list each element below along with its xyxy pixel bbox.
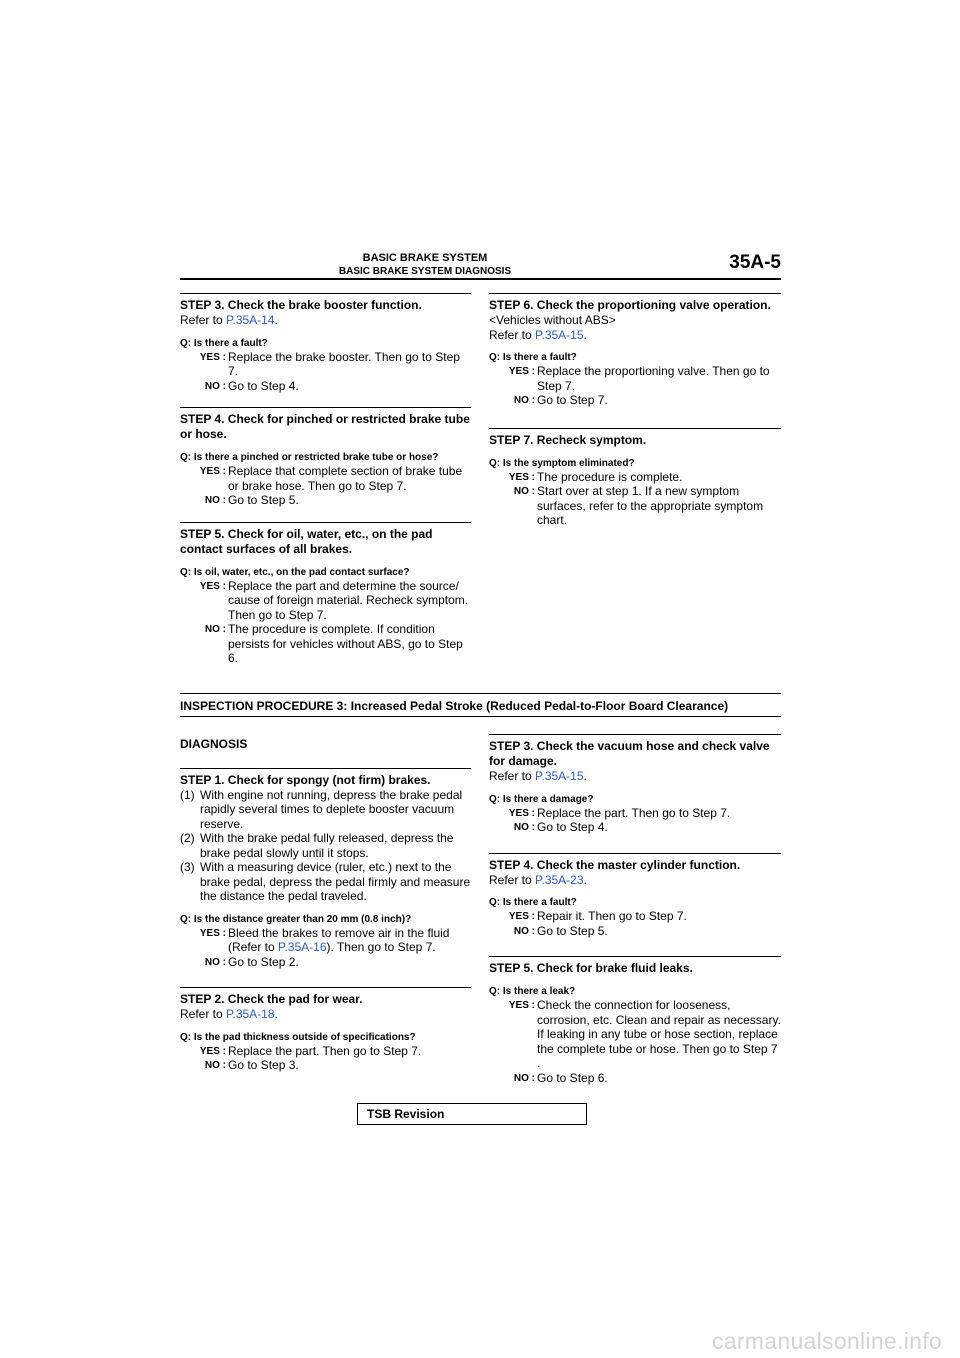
no-label: NO : [204, 380, 226, 392]
yes-label: YES : [199, 466, 226, 477]
header-rule [180, 278, 781, 280]
no-label: NO : [513, 1072, 535, 1084]
question: Q: Is there a damage? [489, 793, 594, 805]
no-answer [180, 493, 471, 508]
refer-line: Refer to P.35A-23. [489, 872, 587, 887]
question: Q: Is there a pinched or restricted brake tube or hose? [180, 452, 439, 463]
bottom-right-column [489, 734, 781, 1099]
step-5-block [489, 956, 781, 1085]
refer-line: Refer to P.35A-14. [180, 313, 278, 327]
no-text: Go to Step 2. [228, 954, 299, 969]
yes-answer [489, 470, 781, 485]
step-3-block [489, 734, 781, 835]
step-7-block [489, 428, 781, 528]
yes-label: YES : [508, 1000, 535, 1011]
no-label: NO : [204, 495, 226, 506]
top-right-column [489, 293, 781, 542]
refer-line: Refer to P.35A-15. [489, 327, 587, 342]
refer-line: Refer to P.35A-18. [180, 1007, 278, 1021]
yes-label: YES : [199, 927, 226, 939]
step-title: STEP 6. Check the proportioning valve operation. [489, 293, 781, 313]
yes-text: Check the connection for looseness, corrosion, etc. Clean and repair as necessary. If leaking in any tube or hose section, replace the complete tube or hose. Then go to Step 7 . [537, 998, 781, 1070]
no-answer [489, 924, 781, 939]
page-number: 35A-5 [729, 252, 781, 273]
refer-line: Refer to P.35A-15. [489, 769, 587, 783]
yes-answer [180, 350, 471, 379]
no-text: Go to Step 5. [228, 493, 299, 507]
step-2-block [180, 987, 471, 1073]
step-4-block [489, 853, 781, 939]
no-text: Go to Step 6. [537, 1070, 608, 1085]
question: Q: Is there a leak? [489, 986, 576, 997]
top-left-column [180, 293, 471, 680]
refer-prefix: Refer to [489, 872, 536, 887]
section-title: BASIC BRAKE SYSTEM [362, 252, 488, 264]
procedure-list [180, 788, 471, 904]
yes-text: Replace the part. Then go to Step 7. [228, 1043, 422, 1058]
yes-answer [180, 1044, 471, 1059]
no-answer [489, 1071, 781, 1086]
yes-text: Replace that complete section of brake tube or brake hose. Then go to Step 7. [228, 464, 463, 493]
no-label: NO : [204, 1060, 226, 1071]
yes-text: Replace the brake booster. Then go to Step 7. [228, 349, 460, 378]
watermark: carmanualsonline.info [711, 1328, 942, 1354]
refer-prefix: Refer to [180, 313, 227, 327]
list-item [180, 831, 471, 860]
question: Q: Is there a fault? [489, 352, 577, 363]
refer-prefix: Refer to [489, 769, 536, 783]
page-link[interactable]: P.35A-15 [535, 769, 584, 783]
no-label: NO : [513, 395, 535, 406]
yes-text-b: ). Then go to Step 7. [326, 940, 436, 954]
yes-label: YES : [199, 580, 226, 592]
no-label: NO : [513, 822, 535, 833]
item-number: (1) [180, 787, 195, 802]
yes-text: Replace the part. Then go to Step 7. [537, 805, 731, 820]
page-link[interactable]: P.35A-23 [535, 872, 584, 887]
yes-answer [489, 909, 781, 924]
question: Q: Is the symptom eliminated? [489, 457, 635, 469]
yes-label: YES : [199, 351, 226, 363]
no-text: Go to Step 3. [228, 1058, 299, 1072]
no-answer [180, 1058, 471, 1073]
yes-answer [180, 464, 471, 493]
yes-answer [489, 364, 781, 393]
step-title: STEP 1. Check for spongy (not firm) brakes. [180, 768, 471, 788]
tsb-revision-label: TSB Revision [367, 1107, 445, 1121]
list-item [180, 860, 471, 904]
no-text: Start over at step 1. If a new symptom surfaces, refer to the appropriate symptom chart. [537, 484, 764, 527]
page-link[interactable]: P.35A-15 [535, 327, 584, 342]
step-3-block [180, 293, 471, 393]
yes-answer [489, 806, 781, 821]
bottom-left-column [180, 737, 471, 1087]
step-title: STEP 2. Check the pad for wear. [180, 987, 471, 1007]
yes-answer [180, 579, 471, 623]
no-label: NO : [204, 624, 226, 635]
step-title: STEP 5. Check for oil, water, etc., on the pad contact surfaces of all brakes. [180, 522, 471, 557]
page-link[interactable]: P.35A-18 [226, 1007, 275, 1021]
yes-label: YES : [508, 471, 535, 483]
yes-text: Replace the part and determine the source/ cause of foreign material. Recheck symptom. Then go to Step 7. [228, 578, 469, 622]
question: Q: Is there a fault? [180, 337, 268, 349]
question: Q: Is oil, water, etc., on the pad contact surface? [180, 566, 410, 578]
no-answer [489, 393, 781, 408]
item-text: With engine not running, depress the brake pedal rapidly several times to deplete booster vacuum reserve. [200, 787, 463, 831]
yes-label: YES : [508, 807, 535, 819]
no-text: Go to Step 5. [537, 923, 608, 938]
no-answer [180, 622, 471, 666]
step-1-block [180, 768, 471, 970]
list-item [180, 788, 471, 832]
procedure-title: INSPECTION PROCEDURE 3: Increased Pedal Stroke (Reduced Pedal-to-Floor Board Clearance) [180, 699, 729, 713]
no-answer [489, 820, 781, 835]
step-title: STEP 3. Check the brake booster function. [180, 293, 471, 313]
step-6-block [489, 293, 781, 408]
step-title: STEP 7. Recheck symptom. [489, 428, 781, 448]
no-answer [180, 379, 471, 394]
no-text: Go to Step 7. [537, 393, 608, 407]
step-title: STEP 4. Check the master cylinder function. [489, 853, 781, 873]
yes-text: Repair it. Then go to Step 7. [537, 909, 687, 923]
no-text: Go to Step 4. [228, 378, 299, 393]
item-text: With a measuring device (ruler, etc.) next to the brake pedal, depress the pedal firmly and measure the distance the pedal traveled. [200, 860, 471, 903]
step-title: STEP 5. Check for brake fluid leaks. [489, 956, 781, 976]
yes-answer [489, 998, 781, 1071]
question: Q: Is the pad thickness outside of specifications? [180, 1031, 416, 1043]
step-4-block [180, 407, 471, 508]
tsb-revision-box [357, 1103, 587, 1125]
yes-label: YES : [508, 366, 535, 377]
no-label: NO : [513, 925, 535, 937]
item-number: (3) [180, 860, 195, 874]
yes-text-a: Bleed the brakes to remove air in the fluid (Refer to [228, 925, 450, 954]
page-header [180, 250, 781, 280]
no-label: NO : [204, 956, 226, 968]
question: Q: Is there a fault? [489, 897, 577, 908]
page-link[interactable]: P.35A-16 [278, 940, 327, 954]
yes-label: YES : [199, 1045, 226, 1057]
yes-text: The procedure is complete. [537, 469, 683, 484]
refer-prefix: Refer to [489, 327, 536, 342]
yes-label: YES : [508, 911, 535, 922]
step-5-block [180, 522, 471, 666]
procedure-title-bar [180, 693, 781, 717]
no-answer [180, 955, 471, 970]
item-text: With the brake pedal fully released, depress the brake pedal slowly until it stops. [200, 831, 454, 860]
step-subtitle: <Vehicles without ABS> [489, 313, 616, 327]
yes-text: Replace the proportioning valve. Then go to Step 7. [537, 364, 770, 393]
diagnosis-heading: DIAGNOSIS [180, 737, 248, 751]
no-label: NO : [513, 486, 535, 497]
no-text: The procedure is complete. If condition persists for vehicles without ABS, go to Step 6. [228, 622, 463, 665]
section-subtitle: BASIC BRAKE SYSTEM DIAGNOSIS [338, 266, 512, 277]
yes-answer [180, 926, 471, 955]
step-title: STEP 4. Check for pinched or restricted brake tube or hose. [180, 407, 471, 442]
refer-prefix: Refer to [180, 1007, 227, 1021]
item-number: (2) [180, 831, 195, 845]
no-text: Go to Step 4. [537, 820, 608, 834]
question: Q: Is the distance greater than 20 mm (0.8 inch)? [180, 913, 412, 925]
page-link[interactable]: P.35A-14 [226, 313, 275, 327]
step-title: STEP 3. Check the vacuum hose and check valve for damage. [489, 734, 781, 769]
no-answer [489, 484, 781, 528]
